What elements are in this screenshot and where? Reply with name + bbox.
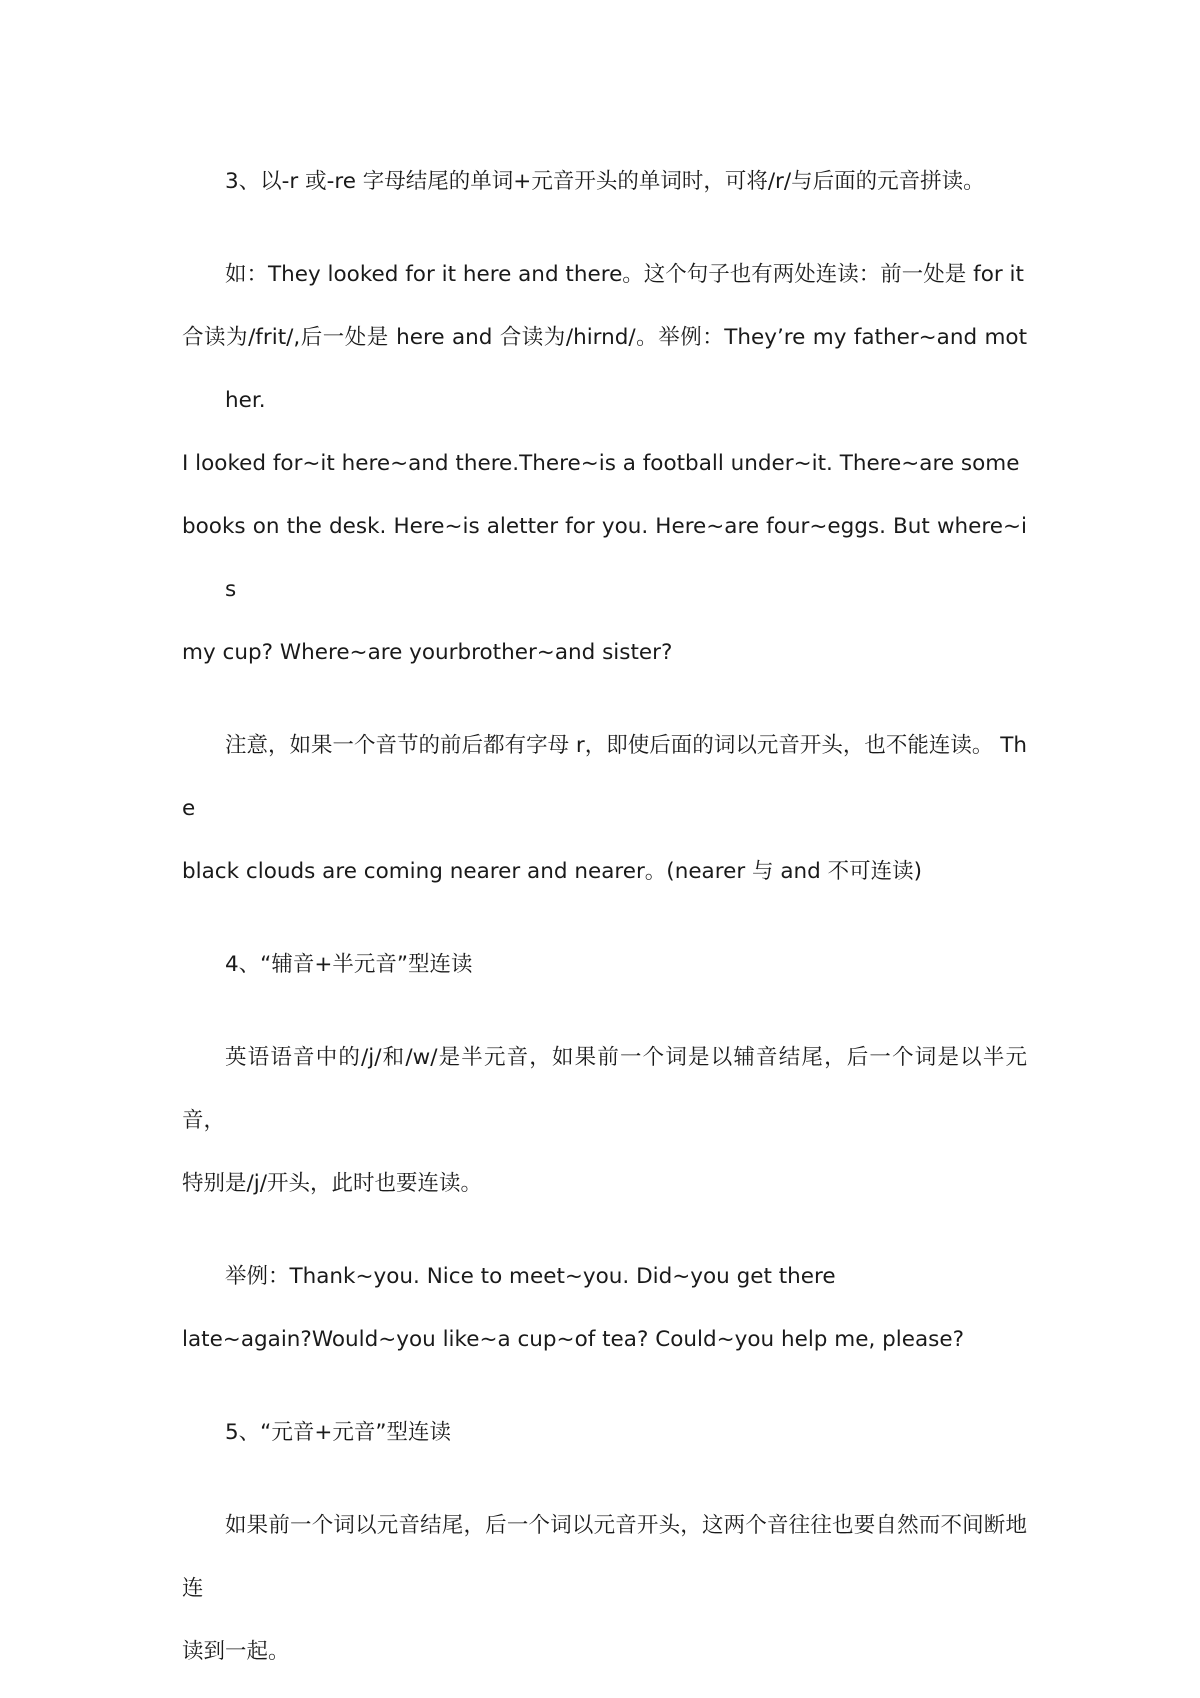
rule-5-heading [182,1401,1027,1464]
text-line: I looked for~it here~and there.There~is a football under~it. There~are some [182,451,1020,476]
text-line: 合读为/frit/,后一处是 here and 合读为/hirnd/。举例：They’re my father~and mother. [182,325,1027,413]
document-body [182,150,1027,1683]
text-line: my cup? Where~are yourbrother~and sister? [182,640,673,665]
text-line: 举例：Thank~you. Nice to meet~you. Did~you get there [225,1264,836,1289]
text-line: 读到一起。 [182,1639,290,1664]
rule-3-example [182,243,1027,684]
text-line: 5、“元音+元音”型连读 [225,1420,451,1445]
text-line: black clouds are coming nearer and nearer。(nearer 与 and 不可连读) [182,859,922,884]
text-line: late~again?Would~you like~a cup~of tea? Could~you help me, please? [182,1327,964,1352]
rule-4-heading [182,933,1027,996]
text-line: 特别是/j/开头，此时也要连读。 [182,1171,482,1196]
text-line: 注意，如果一个音节的前后都有字母 r，即使后面的词以元音开头，也不能连读。 The [182,733,1027,821]
text-line: 3、以-r 或-re 字母结尾的单词+元音开头的单词时，可将/r/与后面的元音拼读。 [225,169,985,194]
text-line: 4、“辅音+半元音”型连读 [225,952,473,977]
rule-3-note [182,714,1027,903]
rule-5-explanation [182,1494,1027,1683]
rule-3-heading [182,150,1027,213]
rule-4-example [182,1245,1027,1371]
rule-4-explanation [182,1026,1027,1215]
text-line: books on the desk. Here~is aletter for you. Here~are four~eggs. But where~is [182,514,1027,602]
text-line: 英语语音中的/j/和/w/是半元音，如果前一个词是以辅音结尾，后一个词是以半元音， [182,1045,1027,1133]
text-line: 如：They looked for it here and there。这个句子也有两处连读：前一处是 for it [225,262,1024,287]
text-line: 如果前一个词以元音结尾，后一个词以元音开头，这两个音往往也要自然而不间断地连 [182,1513,1027,1601]
